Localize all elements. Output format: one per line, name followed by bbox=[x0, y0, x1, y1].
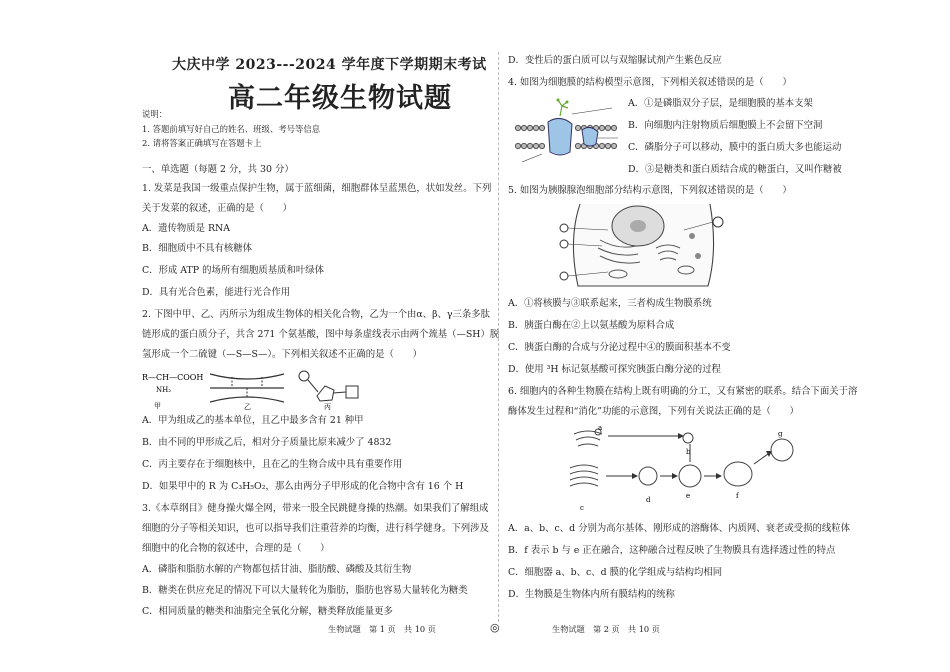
protein-chain-alpha bbox=[210, 374, 284, 379]
q4-option-a: A．①是磷脂双分子层，是细胞膜的基本支架 bbox=[628, 98, 813, 109]
q5-cell-figure bbox=[558, 200, 728, 292]
vesicle bbox=[695, 253, 701, 259]
amino-group: NH₂ bbox=[156, 386, 172, 394]
pointer-line bbox=[572, 108, 612, 114]
q5-option-c: C．胰蛋白酶的合成与分泌过程中④的膜面积基本不变 bbox=[508, 342, 731, 353]
fusion-f bbox=[724, 462, 752, 486]
label-b: b bbox=[686, 448, 691, 456]
q1-option-b: B．细胞质中不具有核糖体 bbox=[142, 243, 253, 254]
q3-option-a: A．磷脂和脂肪水解的产物都包括甘油、脂肪酸、磷酸及其衍生物 bbox=[142, 564, 412, 575]
q2-option-a: A．甲为组成乙的基本单位，且乙中最多含有 21 种甲 bbox=[142, 415, 364, 426]
q4-stem: 4. 如图为细胞膜的结构模型示意图，下列相关叙述错误的是（ ） bbox=[508, 77, 792, 88]
section-heading: 一、单选题（每题 2 分，共 30 分） bbox=[142, 164, 294, 175]
q2-option-c: C．丙主要存在于细胞核中，且在乙的生物合成中具有重要作用 bbox=[142, 459, 403, 470]
label-jia: 甲 bbox=[154, 402, 161, 410]
membrane-svg bbox=[512, 94, 622, 166]
label-c: c bbox=[580, 504, 584, 512]
q1-option-a: A．遗传物质是 RNA bbox=[142, 223, 231, 234]
label-bing: 丙 bbox=[324, 403, 331, 410]
bond-line bbox=[333, 392, 346, 393]
q5-option-d: D．使用 ³H 标记氨基酸可探究胰蛋白酶分泌的过程 bbox=[508, 364, 721, 375]
nucleolus bbox=[630, 220, 646, 232]
q6-option-a: A．a、b、c、d 分别为高尔基体、刚形成的溶酶体、内质网、衰老或受损的线粒体 bbox=[508, 523, 850, 534]
callout-4 bbox=[713, 217, 723, 227]
bond-line bbox=[308, 380, 318, 392]
q1-stem: 1. 发菜是我国一级重点保护生物，属于蓝细菌，细胞群体呈蓝黑色，状如发丝。下列 bbox=[142, 183, 492, 194]
q2-figure-svg bbox=[142, 366, 382, 410]
label-a: a bbox=[598, 424, 603, 432]
footer-page-1: 生物试题 第 1 页 共 10 页 bbox=[328, 624, 436, 634]
autophagosome-e bbox=[679, 465, 701, 487]
q3-option-c: C．相同质量的糖类和油脂完全氧化分解，糖类释放能量更多 bbox=[142, 606, 393, 617]
arrow-line bbox=[754, 454, 768, 464]
sugar-icon bbox=[566, 101, 569, 104]
callout-3 bbox=[560, 272, 568, 280]
q6-stem: 6. 细胞内的各种生物膜在结构上既有明确的分工，又有紧密的联系。结合下面关于溶 bbox=[508, 386, 858, 397]
instructions-heading: 说明： bbox=[142, 109, 168, 119]
q1-option-d: D．具有光合色素，能进行光合作用 bbox=[142, 287, 291, 298]
q2-stem: 链形成的蛋白质分子，共含 271 个氨基酸，图中每条虚线表示由两个巯基（—SH）脱 bbox=[142, 329, 500, 340]
q4-option-b: B．向细胞内注射物质后细胞膜上不会留下空洞 bbox=[628, 120, 823, 131]
membrane-protein bbox=[548, 118, 572, 155]
label-d: d bbox=[646, 496, 651, 504]
q3-option-b: B．糖类在供应充足的情况下可以大量转化为脂肪，脂肪也容易大量转化为糖类 bbox=[142, 585, 468, 596]
column-divider bbox=[498, 52, 499, 622]
q5-stem: 5. 如图为胰腺腺泡细胞部分结构示意图，下列叙述错误的是（ ） bbox=[508, 185, 792, 196]
q4-option-c: C．磷脂分子可以移动，膜中的蛋白质大多也能运动 bbox=[628, 142, 842, 153]
mitochondrion-d bbox=[639, 467, 657, 485]
footer-page-2: 生物试题 第 2 页 共 10 页 bbox=[552, 624, 660, 634]
callout-2 bbox=[560, 240, 568, 248]
q1-option-c: C．形成 ATP 的场所有细胞质基质和叶绿体 bbox=[142, 265, 324, 276]
arrow-head-icon bbox=[672, 473, 678, 479]
instruction-item: 2. 请将答案正确填写在答题卡上 bbox=[142, 138, 262, 148]
q2-stem: 氢形成一个二硫键（—S—S—）。下列相关叙述不正确的是（ ） bbox=[142, 349, 423, 360]
q6-option-c: C．细胞器 a、b、c、d 膜的化学组成与结构均相同 bbox=[508, 567, 723, 578]
membrane-protein bbox=[582, 127, 598, 146]
q4-option-d: D．③是糖类和蛋白质结合成的糖蛋白，又叫作糖被 bbox=[628, 164, 842, 175]
q2-figure bbox=[142, 366, 382, 410]
exam-subtitle: 高二年级生物试题 bbox=[228, 83, 452, 114]
exam-title: 大庆中学 2023---2024 学年度下学期期末考试 bbox=[172, 57, 487, 73]
arrow-head-icon bbox=[716, 473, 722, 479]
q3-stem: 细胞中的化合物的叙述中，合理的是（ ） bbox=[142, 543, 330, 554]
label-yi: 乙 bbox=[244, 403, 251, 410]
q6-option-d: D．生物膜是生物体内所有膜结构的统称 bbox=[508, 589, 675, 600]
pointer-line bbox=[522, 154, 542, 162]
q6-stem: 酶体发生过程和“消化”功能的示意图，下列有关说法正确的是（ ） bbox=[508, 406, 799, 417]
arrow-head-icon bbox=[632, 473, 638, 479]
base-icon bbox=[346, 386, 358, 398]
q3-option-d: D．变性后的蛋白质可以与双缩脲试剂产生紫色反应 bbox=[508, 55, 722, 66]
lysosome-svg bbox=[568, 424, 808, 516]
callout-1 bbox=[560, 224, 568, 232]
q6-lysosome-figure bbox=[568, 424, 808, 516]
footer-logo-icon: ◎ bbox=[490, 621, 500, 634]
label-g: g bbox=[778, 430, 783, 438]
endoplasmic-reticulum-c bbox=[570, 465, 598, 486]
phosphate-icon bbox=[299, 371, 309, 381]
instruction-item: 1. 答题前填写好自己的姓名、班级、考号等信息 bbox=[142, 124, 321, 134]
q4-membrane-figure bbox=[512, 94, 622, 166]
lysosome-b bbox=[683, 433, 693, 443]
q1-stem: 关于发菜的叙述，正确的是（ ） bbox=[142, 203, 293, 214]
acinar-cell-svg bbox=[558, 200, 728, 292]
q2-option-d: D．如果甲中的 R 为 C₃H₅O₂，那么由两分子甲形成的化合物中含有 16 个 H bbox=[142, 481, 464, 492]
q2-option-b: B．由不同的甲形成乙后，相对分子质量比原来减少了 4832 bbox=[142, 437, 392, 448]
q5-option-a: A．①将核膜与③联系起来，三者构成生物膜系统 bbox=[508, 298, 712, 309]
label-e: e bbox=[686, 492, 691, 500]
sugar-icon bbox=[557, 99, 560, 102]
q3-stem: 3.《本草纲目》健身操火爆全网，带来一股全民跳健身操的热潮。如果我们了解组成 bbox=[142, 503, 489, 514]
vesicle bbox=[689, 233, 695, 239]
q5-option-b: B．胰蛋白酶在②上以氨基酸为原料合成 bbox=[508, 320, 675, 331]
q3-stem: 细胞的分子等相关知识，也可以指导我们注重营养的均衡，进行科学健身。下列涉及 bbox=[142, 523, 489, 534]
pentose-ring-icon bbox=[317, 386, 334, 401]
label-f: f bbox=[736, 492, 739, 500]
digestion-g bbox=[771, 439, 793, 461]
golgi-a bbox=[574, 431, 602, 446]
q6-option-b: B．f 表示 b 与 e 正在融合，这种融合过程反映了生物膜具有选择透过性的特点 bbox=[508, 545, 836, 556]
protein-chain-gamma bbox=[210, 397, 284, 402]
q2-stem: 2. 下图中甲、乙、丙所示为组成生物体的相关化合物，乙为一个由α、β、γ三条多肽 bbox=[142, 309, 491, 320]
amino-acid-formula: R—CH—COOH bbox=[142, 373, 204, 382]
